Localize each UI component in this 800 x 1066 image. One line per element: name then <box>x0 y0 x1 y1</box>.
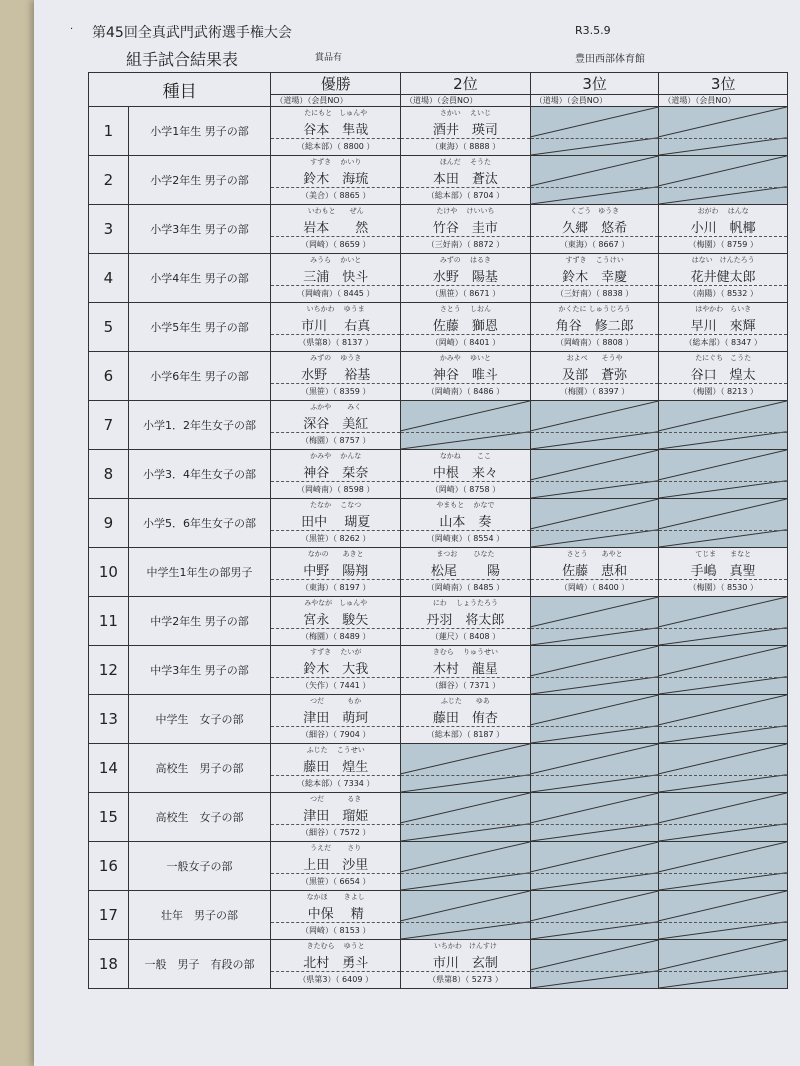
winner-name: 山本 奏 <box>439 515 492 530</box>
empty-placement-cell <box>659 842 788 891</box>
table-row <box>89 450 788 499</box>
empty-placement-cell <box>401 744 531 793</box>
empty-slash-mark <box>531 450 659 498</box>
event-name: 中学生 女子の部 <box>128 695 271 744</box>
dojo-member-no: （東海）（ 8667 ） <box>531 236 659 253</box>
empty-slash-mark <box>531 695 659 743</box>
name-kana: なかほ きよし <box>306 893 365 901</box>
table-row <box>89 254 788 303</box>
winner-cell-second <box>401 352 531 401</box>
event-name: 一般 男子 有段の部 <box>128 940 271 989</box>
winner-cell-first <box>271 842 401 891</box>
empty-placement-cell <box>530 842 659 891</box>
header-sub: （道場）（会員NO） <box>659 95 788 107</box>
header-third-a: 3位 <box>530 73 659 95</box>
event-name: 小学3年生 男子の部 <box>128 205 271 254</box>
name-kana: いわもと ぜん <box>307 207 364 215</box>
dojo-member-no: （三好南）（ 8872 ） <box>401 236 530 253</box>
winner-name: 藤田 煌生 <box>303 760 369 775</box>
margin-dot: · <box>70 24 74 35</box>
name-kana: なかね ここ <box>439 452 492 460</box>
winner-cell-second <box>401 156 531 205</box>
dojo-member-no: （梅園）（ 8530 ） <box>659 579 787 596</box>
winner-name: 藤田 侑杏 <box>432 711 498 726</box>
dojo-member-no: （黒笹）（ 8262 ） <box>271 530 400 547</box>
winner-cell-first <box>271 891 401 940</box>
table-row <box>89 891 788 940</box>
dojo-member-no: （三好南）（ 8838 ） <box>531 285 659 302</box>
dojo-member-no: （岡崎南）（ 8808 ） <box>531 334 659 351</box>
winner-name: 中根 来々 <box>432 466 498 481</box>
dojo-member-no: （南陽）（ 8532 ） <box>659 285 787 302</box>
empty-slash-mark <box>401 842 530 890</box>
winner-cell-second <box>401 303 531 352</box>
empty-slash-mark <box>531 646 659 694</box>
empty-placement-cell <box>530 744 659 793</box>
tournament-title: 第45回全真武門武術選手権大会 <box>92 25 292 41</box>
winner-cell-second <box>401 695 531 744</box>
empty-slash-mark <box>659 401 787 449</box>
row-number: 15 <box>89 793 129 842</box>
empty-slash-mark <box>531 842 659 890</box>
event-name: 高校生 女子の部 <box>128 793 271 842</box>
dojo-member-no: （細谷）（ 7904 ） <box>271 726 400 743</box>
empty-slash-mark <box>531 499 659 547</box>
dojo-member-no: （県第3）（ 6409 ） <box>271 971 400 988</box>
winner-name: 角谷 修二郎 <box>555 319 634 334</box>
winner-name: 早川 來輝 <box>690 319 756 334</box>
dojo-member-no: （梅園）（ 8759 ） <box>659 236 787 253</box>
dojo-member-no: （県第8）（ 5273 ） <box>401 971 530 988</box>
empty-slash-mark <box>401 793 530 841</box>
name-kana: はやかわ らいき <box>695 305 752 313</box>
winner-cell-third-a <box>530 352 659 401</box>
name-kana: やまもと かなで <box>436 501 495 509</box>
name-kana: ふかや みく <box>310 403 362 411</box>
winner-cell-third-b <box>659 548 788 597</box>
dojo-member-no: （岡崎）（ 8153 ） <box>271 922 400 939</box>
name-kana: たにもと しゅんや <box>304 109 368 117</box>
winner-cell-third-a <box>530 303 659 352</box>
name-kana: かくたに しゅうじろう <box>558 305 631 313</box>
name-kana: すずき たいが <box>310 648 362 656</box>
winner-name: 中保 精 <box>307 907 364 922</box>
winner-cell-third-b <box>659 352 788 401</box>
empty-slash-mark <box>531 401 659 449</box>
winner-name: 宮永 駿矢 <box>303 613 369 628</box>
winner-cell-second <box>401 450 531 499</box>
name-kana: たにぐち こうた <box>695 354 752 362</box>
winner-cell-first <box>271 940 401 989</box>
header-third-b: 3位 <box>659 73 788 95</box>
name-kana: くごう ゆうき <box>570 207 620 215</box>
winner-cell-third-a <box>530 548 659 597</box>
dojo-member-no: （東海）（ 8888 ） <box>401 138 530 155</box>
venue-label: 豊田西部体育館 <box>575 54 645 65</box>
dojo-member-no: （県第8）（ 8137 ） <box>271 334 400 351</box>
empty-placement-cell <box>659 597 788 646</box>
winner-cell-first <box>271 156 401 205</box>
empty-placement-cell <box>659 940 788 989</box>
dojo-member-no: （黒笹）（ 8671 ） <box>401 285 530 302</box>
dojo-member-no: （黒笹）（ 8359 ） <box>271 383 400 400</box>
dojo-member-no: （梅園）（ 8213 ） <box>659 383 787 400</box>
event-name: 中学2年生 男子の部 <box>128 597 271 646</box>
empty-slash-mark <box>531 156 659 204</box>
event-name: 小学1年生 男子の部 <box>128 107 271 156</box>
winner-name: 津田 瑠姫 <box>303 809 369 824</box>
dojo-member-no: （矢作）（ 7441 ） <box>271 677 400 694</box>
dojo-member-no: （美合）（ 8865 ） <box>271 187 400 204</box>
table-row <box>89 107 788 156</box>
winner-cell-first <box>271 450 401 499</box>
empty-slash-mark <box>401 891 530 939</box>
winner-cell-first <box>271 401 401 450</box>
empty-slash-mark <box>659 695 787 743</box>
winner-cell-second <box>401 646 531 695</box>
winner-cell-first <box>271 597 401 646</box>
name-kana: すずき かいり <box>310 158 362 166</box>
name-kana: うえだ さり <box>310 844 362 852</box>
winner-name: 花井健太郎 <box>690 270 756 285</box>
name-kana: にわ しょうたろう <box>432 599 499 607</box>
name-kana: たけや けいいち <box>436 207 495 215</box>
dojo-member-no: （岡崎南）（ 8486 ） <box>401 383 530 400</box>
empty-placement-cell <box>530 646 659 695</box>
winner-name: 及部 蒼弥 <box>562 368 628 383</box>
empty-slash-mark <box>659 744 787 792</box>
winner-cell-third-b <box>659 205 788 254</box>
winner-cell-first <box>271 254 401 303</box>
winner-cell-third-a <box>530 205 659 254</box>
name-kana: みうら かいと <box>310 256 362 264</box>
header-first: 優勝 <box>271 73 401 95</box>
table-row <box>89 548 788 597</box>
table-row <box>89 401 788 450</box>
winner-cell-third-b <box>659 303 788 352</box>
row-number: 10 <box>89 548 129 597</box>
winner-cell-second <box>401 254 531 303</box>
dojo-member-no: （岡崎東）（ 8554 ） <box>401 530 530 547</box>
winner-name: 神谷 栞奈 <box>303 466 369 481</box>
empty-slash-mark <box>659 107 787 155</box>
empty-slash-mark <box>531 793 659 841</box>
winner-name: 佐藤 恵和 <box>562 564 628 579</box>
name-kana: なかの あきと <box>307 550 364 558</box>
winner-name: 本田 蒼汰 <box>432 172 498 187</box>
header-sub: （道場）（会員NO） <box>271 95 401 107</box>
winner-cell-first <box>271 107 401 156</box>
empty-placement-cell <box>530 401 659 450</box>
winner-name: 三浦 快斗 <box>303 270 369 285</box>
header-sub: （道場）（会員NO） <box>401 95 531 107</box>
winner-name: 竹谷 圭市 <box>432 221 498 236</box>
winner-cell-first <box>271 695 401 744</box>
table-row <box>89 205 788 254</box>
empty-slash-mark <box>401 401 530 449</box>
name-kana: みやなが しゅんや <box>304 599 368 607</box>
winner-name: 佐藤 獅恩 <box>432 319 498 334</box>
event-name: 壮年 男子の部 <box>128 891 271 940</box>
empty-slash-mark <box>659 156 787 204</box>
empty-slash-mark <box>531 891 659 939</box>
empty-placement-cell <box>530 499 659 548</box>
dojo-member-no: （総本部）（ 8187 ） <box>401 726 530 743</box>
event-name: 中学生1年生の部男子 <box>128 548 271 597</box>
dojo-member-no: （総本部）（ 8347 ） <box>659 334 787 351</box>
winner-name: 市川 右真 <box>301 319 371 334</box>
empty-placement-cell <box>401 401 531 450</box>
name-kana: たなか こなつ <box>310 501 362 509</box>
empty-slash-mark <box>659 891 787 939</box>
empty-placement-cell <box>401 842 531 891</box>
name-kana: さとう あやと <box>566 550 623 558</box>
dojo-member-no: （梅園）（ 8757 ） <box>271 432 400 449</box>
empty-slash-mark <box>531 744 659 792</box>
dojo-member-no: （岡崎）（ 8401 ） <box>401 334 530 351</box>
row-number: 12 <box>89 646 129 695</box>
winner-name: 岩本 然 <box>303 221 369 236</box>
dojo-member-no: （細谷）（ 7371 ） <box>401 677 530 694</box>
name-kana: さとう しおん <box>439 305 492 313</box>
name-kana: ふじた ゆあ <box>440 697 490 705</box>
dojo-member-no: （総本部）（ 8800 ） <box>271 138 400 155</box>
winner-cell-second <box>401 205 531 254</box>
empty-placement-cell <box>659 744 788 793</box>
dojo-member-no: （黒笹）（ 6654 ） <box>271 873 400 890</box>
dojo-member-no: （岡崎南）（ 8598 ） <box>271 481 400 498</box>
row-number: 8 <box>89 450 129 499</box>
winner-name: 久郷 悠希 <box>562 221 628 236</box>
empty-placement-cell <box>401 891 531 940</box>
empty-placement-cell <box>659 450 788 499</box>
table-row <box>89 352 788 401</box>
sheet-subtitle: 組手試合結果表 <box>126 50 239 69</box>
winner-cell-second <box>401 548 531 597</box>
header-sub: （道場）（会員NO） <box>530 95 659 107</box>
empty-placement-cell <box>530 107 659 156</box>
name-kana: さかい えいじ <box>439 109 492 117</box>
table-row <box>89 695 788 744</box>
row-number: 9 <box>89 499 129 548</box>
name-kana: ふじた こうせい <box>306 746 365 754</box>
winner-cell-first <box>271 499 401 548</box>
winner-name: 深谷 美紅 <box>303 417 369 432</box>
winner-cell-first <box>271 352 401 401</box>
empty-slash-mark <box>531 107 659 155</box>
winner-cell-second <box>401 597 531 646</box>
winner-name: 小川 帆椰 <box>690 221 756 236</box>
event-name: 中学3年生 男子の部 <box>128 646 271 695</box>
winner-cell-first <box>271 646 401 695</box>
event-name: 小学1．2年生女子の部 <box>128 401 271 450</box>
row-number: 16 <box>89 842 129 891</box>
empty-slash-mark <box>659 646 787 694</box>
table-row <box>89 646 788 695</box>
name-kana: すずき こうけい <box>565 256 624 264</box>
table-row <box>89 793 788 842</box>
winner-name: 上田 沙里 <box>303 858 369 873</box>
winner-name: 木村 龍星 <box>432 662 498 677</box>
empty-slash-mark <box>659 842 787 890</box>
row-number: 13 <box>89 695 129 744</box>
winner-name: 丹羽 将太郎 <box>426 613 505 628</box>
empty-placement-cell <box>659 646 788 695</box>
empty-slash-mark <box>531 940 659 988</box>
empty-placement-cell <box>659 793 788 842</box>
empty-placement-cell <box>659 695 788 744</box>
winner-cell-first <box>271 793 401 842</box>
winner-name: 田中 瑚夏 <box>301 515 371 530</box>
dojo-member-no: （総本部）（ 8704 ） <box>401 187 530 204</box>
row-number: 11 <box>89 597 129 646</box>
winner-name: 中野 陽翔 <box>303 564 369 579</box>
row-number: 14 <box>89 744 129 793</box>
name-kana: つだ もか <box>310 697 362 705</box>
empty-placement-cell <box>530 891 659 940</box>
row-number: 7 <box>89 401 129 450</box>
event-name: 一般女子の部 <box>128 842 271 891</box>
table-row <box>89 842 788 891</box>
event-name: 高校生 男子の部 <box>128 744 271 793</box>
name-kana: ほんだ そうた <box>439 158 492 166</box>
name-kana: きむら りゅうせい <box>432 648 499 656</box>
winner-name: 鈴木 幸慶 <box>562 270 628 285</box>
table-row <box>89 303 788 352</box>
row-number: 18 <box>89 940 129 989</box>
date-label: R3.5.9 <box>575 24 611 37</box>
winner-cell-first <box>271 205 401 254</box>
winner-name: 津田 萌珂 <box>303 711 369 726</box>
empty-placement-cell <box>530 597 659 646</box>
row-number: 3 <box>89 205 129 254</box>
name-kana: およべ そうや <box>566 354 623 362</box>
dojo-member-no: （梅園）（ 8397 ） <box>531 383 659 400</box>
dojo-member-no: （蓮尺）（ 8408 ） <box>401 628 530 645</box>
winner-cell-third-a <box>530 254 659 303</box>
empty-slash-mark <box>659 940 787 988</box>
name-kana: てじま まなと <box>695 550 752 558</box>
empty-placement-cell <box>401 793 531 842</box>
row-number: 2 <box>89 156 129 205</box>
winner-cell-first <box>271 744 401 793</box>
empty-placement-cell <box>659 107 788 156</box>
empty-placement-cell <box>530 156 659 205</box>
table-row <box>89 744 788 793</box>
dojo-member-no: （東海）（ 8197 ） <box>271 579 400 596</box>
winner-cell-first <box>271 303 401 352</box>
winner-name: 谷口 煌太 <box>690 368 756 383</box>
winner-cell-second <box>401 940 531 989</box>
winner-name: 松尾 陽 <box>430 564 500 579</box>
event-name: 小学2年生 男子の部 <box>128 156 271 205</box>
table-row <box>89 940 788 989</box>
name-kana: いちかわ ゆうま <box>306 305 365 313</box>
results-table <box>88 72 788 989</box>
dojo-member-no: （梅園）（ 8489 ） <box>271 628 400 645</box>
name-kana: はない けんたろう <box>691 256 755 264</box>
winner-name: 鈴木 海琉 <box>303 172 369 187</box>
prize-note: 賞品有 <box>315 53 343 63</box>
winner-cell-second <box>401 107 531 156</box>
winner-cell-second <box>401 499 531 548</box>
empty-placement-cell <box>659 499 788 548</box>
winner-name: 市川 玄制 <box>432 956 498 971</box>
name-kana: みずの はるき <box>439 256 492 264</box>
row-number: 5 <box>89 303 129 352</box>
header-event: 種目 <box>89 73 271 107</box>
empty-placement-cell <box>530 793 659 842</box>
event-name: 小学6年生 男子の部 <box>128 352 271 401</box>
event-name: 小学4年生 男子の部 <box>128 254 271 303</box>
table-row <box>89 499 788 548</box>
winner-name: 北村 勇斗 <box>303 956 369 971</box>
name-kana: かみや かんな <box>310 452 362 460</box>
dojo-member-no: （岡崎南）（ 8445 ） <box>271 285 400 302</box>
row-number: 1 <box>89 107 129 156</box>
name-kana: つだ るき <box>310 795 362 803</box>
winner-name: 鈴木 大我 <box>303 662 369 677</box>
winner-name: 酒井 瑛司 <box>432 123 498 138</box>
winner-name: 手嶋 真聖 <box>690 564 756 579</box>
table-row <box>89 156 788 205</box>
winner-name: 谷本 隼哉 <box>303 123 369 138</box>
results-body <box>89 107 788 989</box>
winner-name: 水野 裕基 <box>301 368 371 383</box>
empty-placement-cell <box>659 401 788 450</box>
dojo-member-no: （岡崎南）（ 8485 ） <box>401 579 530 596</box>
row-number: 4 <box>89 254 129 303</box>
name-kana: おがわ はんな <box>697 207 749 215</box>
empty-placement-cell <box>530 695 659 744</box>
table-row <box>89 597 788 646</box>
empty-slash-mark <box>659 499 787 547</box>
dojo-member-no: （細谷）（ 7572 ） <box>271 824 400 841</box>
dojo-member-no: （岡崎）（ 8758 ） <box>401 481 530 498</box>
winner-name: 水野 陽基 <box>432 270 498 285</box>
event-name: 小学3．4年生女子の部 <box>128 450 271 499</box>
dojo-member-no: （総本部）（ 7334 ） <box>271 775 400 792</box>
empty-slash-mark <box>401 744 530 792</box>
empty-placement-cell <box>530 940 659 989</box>
empty-slash-mark <box>531 597 659 645</box>
name-kana: かみや ゆいと <box>439 354 492 362</box>
empty-slash-mark <box>659 450 787 498</box>
row-number: 6 <box>89 352 129 401</box>
event-name: 小学5．6年生女子の部 <box>128 499 271 548</box>
name-kana: きたむら ゆうと <box>306 942 365 950</box>
winner-cell-first <box>271 548 401 597</box>
winner-name: 神谷 唯斗 <box>432 368 498 383</box>
row-number: 17 <box>89 891 129 940</box>
name-kana: いちかわ けんすけ <box>433 942 497 950</box>
dojo-member-no: （岡崎）（ 8400 ） <box>531 579 659 596</box>
winner-cell-third-b <box>659 254 788 303</box>
empty-slash-mark <box>659 597 787 645</box>
dojo-member-no: （岡崎）（ 8659 ） <box>271 236 400 253</box>
name-kana: みずの ゆうき <box>310 354 362 362</box>
event-name: 小学5年生 男子の部 <box>128 303 271 352</box>
header-second: 2位 <box>401 73 531 95</box>
empty-placement-cell <box>530 450 659 499</box>
empty-placement-cell <box>659 156 788 205</box>
name-kana: まつお ひなた <box>436 550 495 558</box>
empty-slash-mark <box>659 793 787 841</box>
empty-placement-cell <box>659 891 788 940</box>
